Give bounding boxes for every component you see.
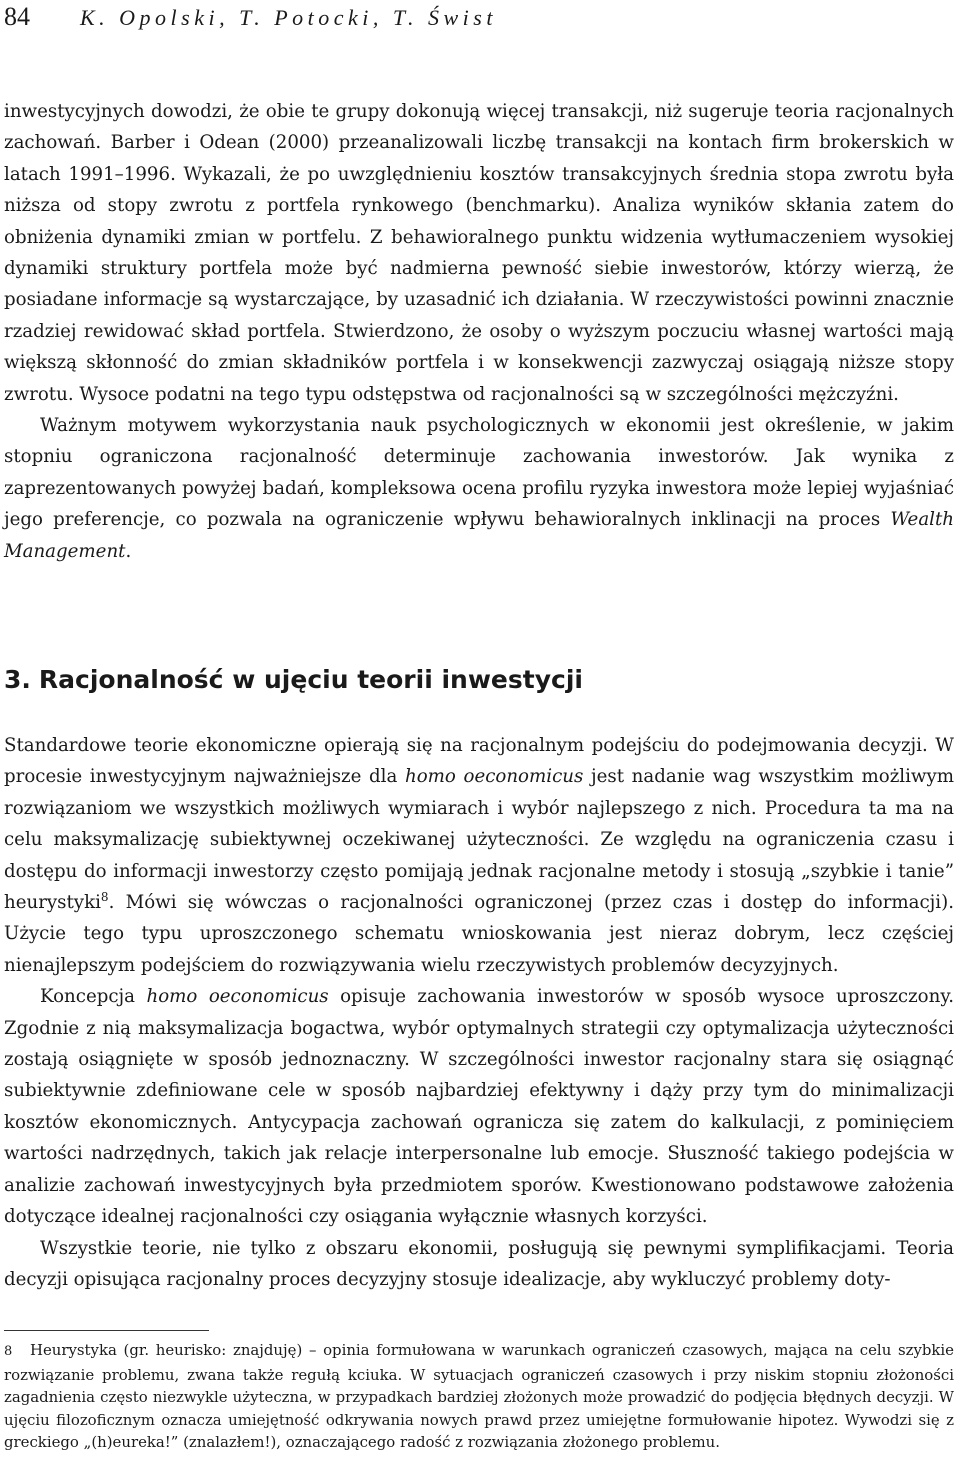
paragraph-concept-b: opisuje zachowania inwestorów w sposób wysoce uproszczony. Zgodnie z nią maksymalizacja bogactwa, wybór optymalnych strategii czy optymalizacja użyteczności zostają osiągnięte w sposób jednoznaczny. W szczególności inwestor racjonalny stara się osiągnąć subiektywnie zdefiniowane cele w sposób najbardziej efektywny i dąży przy tym do minimalizacji kosztów ekonomicznych. Antycypacja zachowań ogranicza się zatem do kalkulacji, z pominięciem wartości nadrzędnych, takich jak relacje interpersonalne lub emocje. Słuszność takiego podejścia w analizie zachowań inwestycyjnych była przedmiotem sporów. Kwestionowano podstawowe założenia dotyczące idealnej racjonalności czy osiągania wyłącznie własnych korzyści.: [4, 986, 954, 1228]
paragraph-simplifications: Wszystkie teorie, nie tylko z obszaru ekonomii, posługują się pewnymi symplifikacjami. Teoria decyzji opisująca racjonalny proces decyzyjny stosuje idealizacje, aby wykluczyć problemy doty-: [4, 1237, 954, 1290]
paragraph-concept: [4, 981, 954, 1232]
paragraph-standard-theories-a: Standardowe teorie ekonomiczne opierają się na racjonalnym podejściu do podejmowania decyzji. W procesie inwestycyjnym najważniejsze dla: [4, 735, 954, 788]
section-title: Racjonalność w ujęciu teorii inwestycji: [38, 665, 583, 694]
paragraph-standard-theories-b: jest nadanie wag wszystkim możliwym rozwiązaniom we wszystkich możliwych wymiarach i wybór najlepszego z nich. Procedura ta ma na celu maksymalizację subiektywnej oczekiwanej użyteczności. Ze względu na ograniczenia czasu i dostępu do informacji inwestorzy często pomijają jednak racjonalne metody i stosują „szybkie i tanie” heurystyki: [4, 766, 954, 914]
term-homo-oeconomicus-2: homo oeconomicus: [146, 986, 329, 1008]
term-wealth-management: Wealth Management: [4, 509, 954, 562]
paragraph-intro: inwestycyjnych dowodzi, że obie te grupy dokonują więcej transakcji, niż sugeruje teoria racjonalnych zachowań. Barber i Odean (2000) przeanalizowali liczbę transakcji na kontach firm brokerskich w latach 1991–1996. Wykazali, że po uwzględnieniu kosztów transakcyjnych średnia stopa zwrotu była niższa od stopy zwrotu z portfela rynkowego (benchmarku). Analiza wyników skłania zatem do obniżenia dynamiki zmian w portfelu. Z behawioralnego punktu widzenia wytłumaczeniem wysokiej dynamiki struktury portfela może być nadmierna pewność siebie inwestorów, którzy wierzą, że posiadane informacje są wystarczające, by uzasadnić ich działania. W rzeczywistości powinni znacznie rzadziej rewidować skład portfela. Stwierdzono, że osoby o wyższym poczuciu własnej wartości mają większą skłonność do zmian składników portfela i w konsekwencji zazwyczaj osiągają niższe stopy zwrotu. Wysoce podatni na tego typu odstępstwa od racjonalności są w szczególności mężczyźni.: [4, 101, 954, 405]
footnote-text: Heurystyka (gr. heurisko: znajduję) – opinia formułowana w warunkach ograniczeń czasowych, mająca na celu szybkie rozwiązanie problemu, zwana także regułą kciuka. W sytuacjach ograniczeń czasowych i przy niskim stopniu złożoności zagadnienia często niezwykle użyteczna, w przypadkach bardziej złożonych może prowadzić do podjęcia błędnych decyzji. W ujęciu filozoficznym oznacza umiejętność odkrywania nowych prawd przez umiejętne formułowanie hipotez. Wywodzi się z greckiego „(h)eureka!” (znalazłem!), oznaczającego radość z rozwiązania złożonego problemu.: [4, 1341, 954, 1452]
footnote-marker: 8: [4, 1344, 13, 1359]
body-text-lower: [4, 730, 954, 1295]
term-homo-oeconomicus: homo oeconomicus: [404, 766, 584, 788]
page-header: [0, 0, 960, 40]
section-number: 3.: [4, 665, 31, 694]
body-text-upper: [4, 96, 954, 567]
paragraph-concept-a: Koncepcja: [40, 986, 147, 1008]
paragraph-motives: [4, 410, 954, 567]
paragraph-standard-theories: [4, 730, 954, 981]
footnote-separator: [4, 1330, 209, 1331]
footnote: [4, 1339, 954, 1454]
page-number: 84: [4, 2, 30, 31]
running-head-authors: K. Opolski, T. Potocki, T. Świst: [80, 5, 497, 30]
section-heading: [4, 662, 583, 698]
paragraph-motives-end: .: [125, 540, 132, 562]
paragraph-motives-text: Ważnym motywem wykorzystania nauk psychologicznych w ekonomii jest określenie, w jakim stopniu ograniczona racjonalność determinuje zachowania inwestorów. Jak wynika z zaprezentowanych powyżej badań, kompleksowa ocena profilu ryzyka inwestora może lepiej wyjaśniać jego preferencje, co pozwala na ograniczenie wpływu behawioralnych inklinacji na proces: [4, 415, 954, 531]
footnote-reference[interactable]: 8: [100, 890, 109, 905]
paragraph-standard-theories-c: . Mówi się wówczas o racjonalności ograniczonej (przez czas i dostęp do informacji). Użycie tego typu uproszczonego schematu wnioskowania jest nieraz dobrym, lecz częściej nienajlepszym podejściem do rozwiązywania wielu rzeczywistych problemów decyzyjnych.: [4, 892, 954, 976]
